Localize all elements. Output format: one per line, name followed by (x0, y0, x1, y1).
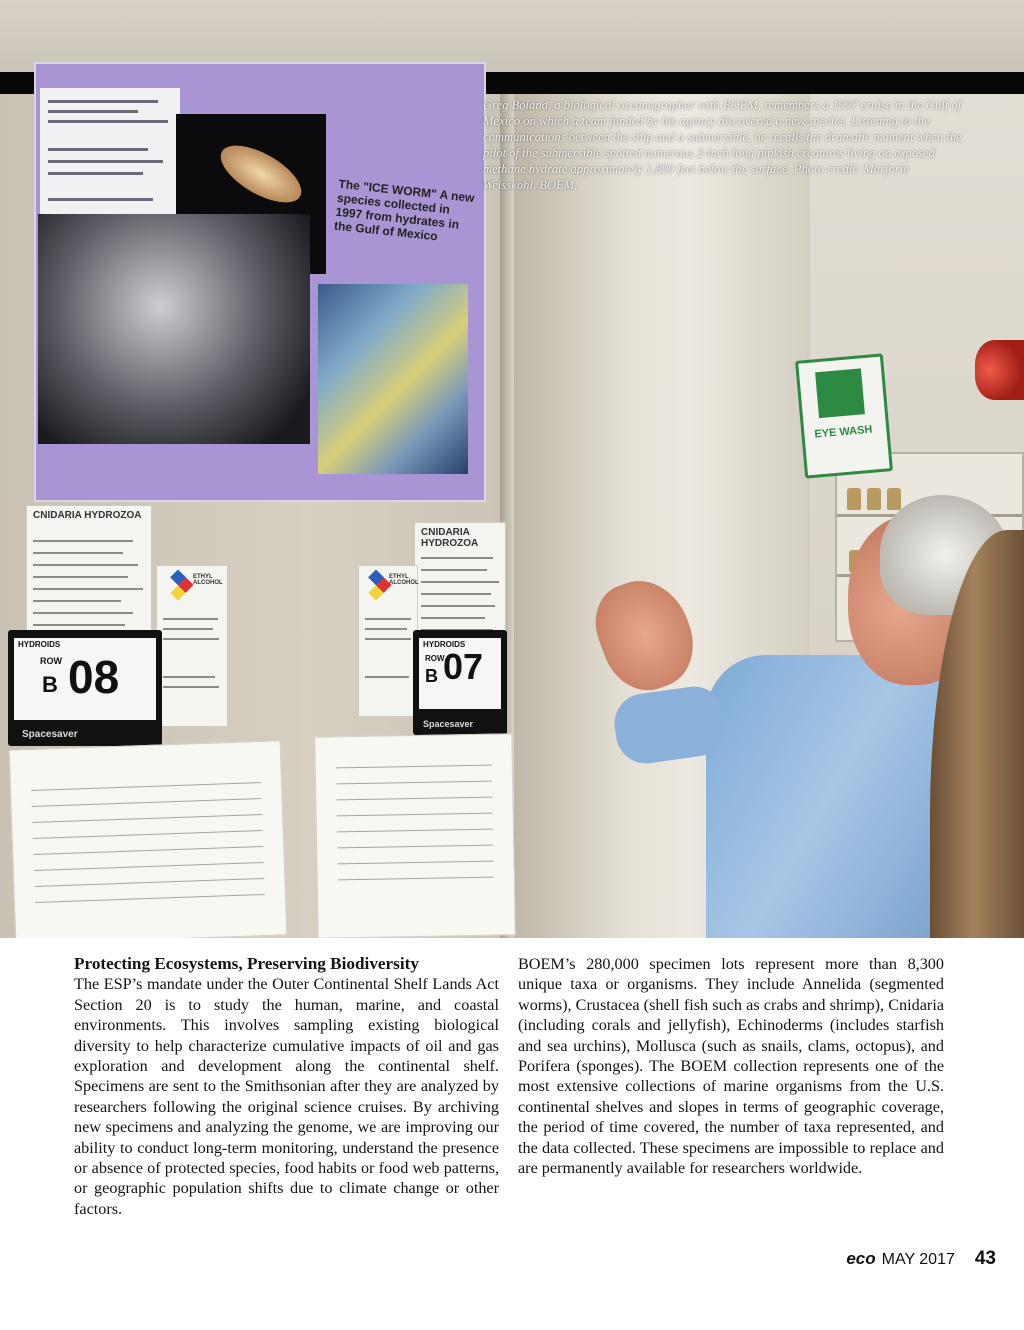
hazard-diamond-icon (360, 569, 391, 600)
inventory-sheet-right (314, 733, 515, 938)
eye-wash-label: EYE WASH (813, 423, 873, 441)
worm-micrograph (38, 214, 310, 444)
page-number: 43 (974, 1248, 996, 1269)
row-sign-number: 07 (443, 646, 484, 687)
eye-wash-icon (815, 368, 865, 418)
magazine-brand: eco (846, 1249, 876, 1268)
row-sign-row-word: ROW (425, 654, 445, 663)
row-sign-b08 (8, 630, 162, 746)
row-sign-label: HYDROIDS (423, 640, 466, 649)
row-sign-letter: B (42, 672, 58, 697)
issue-date: MAY 2017 (881, 1251, 955, 1268)
row-sign-number: 08 (68, 651, 120, 703)
section-heading: Protecting Ecosystems, Preserving Biodiversity (74, 954, 419, 973)
row-sign-row-word: ROW (40, 656, 62, 666)
article-paragraph-right: BOEM’s 280,000 specimen lots represent more than 8,300 unique taxa or organisms. They include Annelida (segmented worms), Crustacea (shell fish such as crabs and shrimp), Cnidaria (including corals and jellyfish), Echinoderms (includes starfish and sea urchins), Mollusca (such as snails, clams, octopus), and Porifera (sponges). The BOEM collection represents one of the most extensive collections of marine organisms from the U.S. continental shelves and slopes in terms of geographic coverage, the period of time covered, the number of taxa represented, and the data collected. These specimens are impossible to replace and are permanently available for researchers worldwide. (518, 955, 944, 1178)
taxon-card-header: CNIDARIA HYDROZOA (33, 510, 142, 521)
ice-worm-poster (34, 62, 486, 502)
row-sign-label: HYDROIDS (18, 640, 61, 649)
inventory-sheet-left (9, 740, 288, 938)
taxon-card-header: CNIDARIA HYDROZOA (421, 527, 479, 549)
row-sign-b07 (413, 630, 507, 735)
spacesaver-logo: Spacesaver (423, 719, 474, 729)
alarm-horn-icon (975, 340, 1024, 400)
article-paragraph-left: The ESP’s mandate under the Outer Continental Shelf Lands Act Section 20 is to study the human, marine, and coastal environments. This involves sampling existing biological diversity to help characterize cumulative impacts of oil and gas exploration and development along the continental shelf. Specimens are sent to the Smithsonian after they are analyzed by researchers following the original science cruises. By archiving new specimens and analyzing the genome, we are improving our ability to conduct long-term monitoring, understand the presence or absence of protected species, food habits or food web patterns, or geographic population shifts due to climate change or other factors. (74, 975, 499, 1218)
ethyl-alcohol-card-left (156, 565, 228, 727)
ethyl-alcohol-card-right (358, 565, 418, 717)
ethyl-alcohol-label: ETHYL ALCOHOL (193, 574, 223, 586)
article-column-left (74, 954, 499, 1219)
ethyl-alcohol-label: ETHYL ALCOHOL (389, 574, 419, 586)
poster-title: The "ICE WORM" A new species collected in 1997 from hydrates in the Gulf of Mexico (333, 176, 476, 244)
row-sign-letter: B (425, 666, 438, 686)
page-footer (846, 1248, 996, 1274)
article-column-right (518, 954, 944, 1178)
eye-wash-sign (795, 353, 893, 478)
taxon-card-left (26, 505, 152, 647)
hazard-diamond-icon (162, 569, 193, 600)
methane-hydrate-photo (318, 284, 468, 474)
photo-caption: Greg Boland, a biological oceanographer with BOEM, remembers a 1997 cruise in the Gulf of Mexico on which a team funded by his agency discovered a new species. Listening to the communications between the ship and a submersible, he recalls the dramatic moment when the pilot of the submersible spotted numerous 2-inch long pinkish creatures living on exposed methane hydrate approximately 1,800 feet below the surface. Photo credit: Marjorie Weisskohl, BOEM. (483, 98, 962, 192)
spacesaver-logo: Spacesaver (22, 729, 78, 740)
